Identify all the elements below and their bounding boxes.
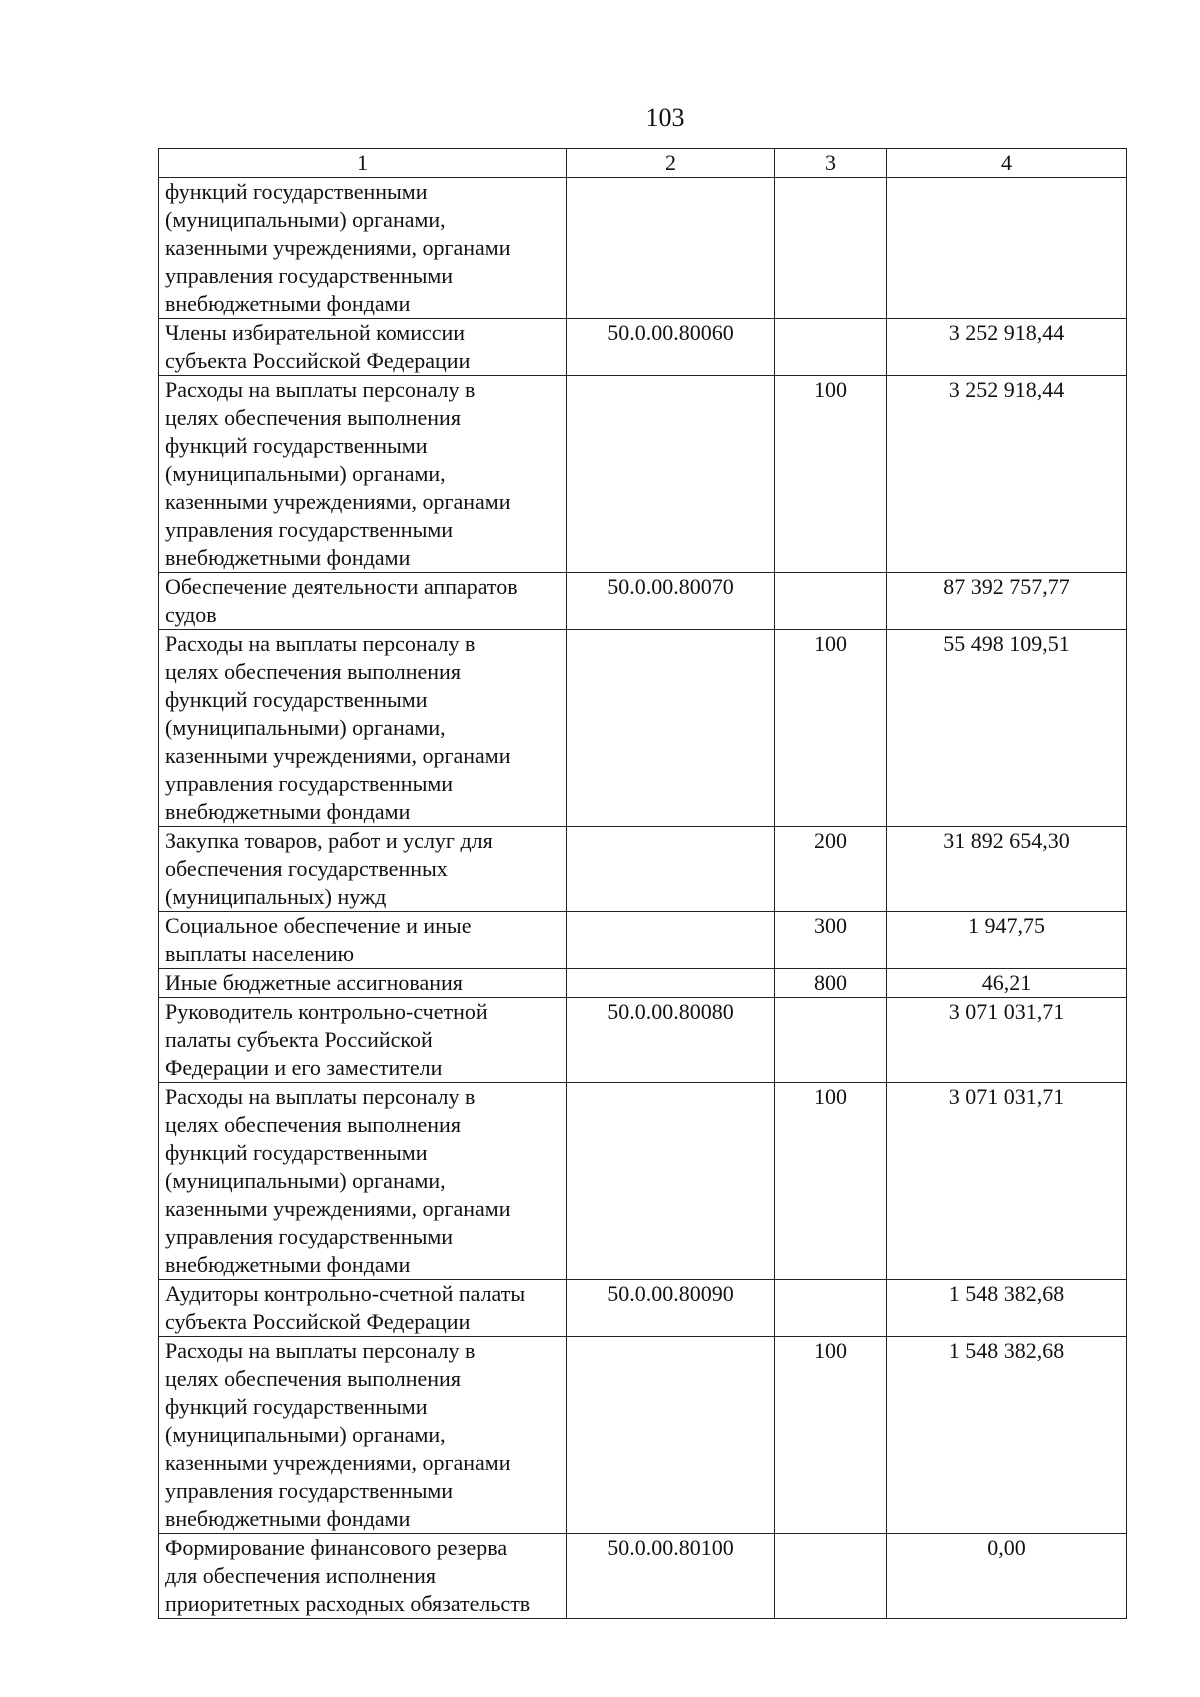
table-row bbox=[159, 912, 1127, 969]
row-expense-type: 100 bbox=[775, 630, 887, 827]
table-row bbox=[159, 1337, 1127, 1534]
row-amount: 31 892 654,30 bbox=[887, 827, 1127, 912]
row-expense-type: 100 bbox=[775, 1337, 887, 1534]
row-expense-type: 800 bbox=[775, 969, 887, 998]
row-name: Члены избирательной комиссии субъекта Российской Федерации bbox=[165, 320, 471, 373]
row-amount: 3 071 031,71 bbox=[887, 998, 1127, 1083]
table-row bbox=[159, 573, 1127, 630]
header-cell-1: 1 bbox=[159, 149, 567, 178]
row-name: Расходы на выплаты персоналу в целях обеспечения выполнения функций государственными (муниципальными) органами, казенными учреждениями, органами управления государственными внебюджетными фондами bbox=[165, 631, 511, 824]
table-body bbox=[159, 149, 1127, 1619]
row-expense-type bbox=[775, 573, 887, 630]
row-name: Руководитель контрольно-счетной палаты субъекта Российской Федерации и его заместители bbox=[165, 999, 488, 1080]
row-name: функций государственными (муниципальными) органами, казенными учреждениями, органами управления государственными внебюджетными фондами bbox=[165, 179, 511, 316]
table-row bbox=[159, 998, 1127, 1083]
header-cell-2: 2 bbox=[567, 149, 775, 178]
row-expense-type: 100 bbox=[775, 1083, 887, 1280]
row-amount: 1 548 382,68 bbox=[887, 1280, 1127, 1337]
row-expense-type bbox=[775, 998, 887, 1083]
table-row bbox=[159, 1083, 1127, 1280]
row-code bbox=[567, 912, 775, 969]
row-code: 50.0.00.80080 bbox=[567, 998, 775, 1083]
row-name: Иные бюджетные ассигнования bbox=[165, 970, 463, 995]
row-code: 50.0.00.80070 bbox=[567, 573, 775, 630]
row-amount: 1 947,75 bbox=[887, 912, 1127, 969]
row-expense-type bbox=[775, 178, 887, 319]
row-name-cell bbox=[159, 1337, 567, 1534]
row-expense-type bbox=[775, 1534, 887, 1619]
row-name-cell bbox=[159, 630, 567, 827]
table-row bbox=[159, 969, 1127, 998]
row-name: Социальное обеспечение и иные выплаты населению bbox=[165, 913, 472, 966]
row-name-cell bbox=[159, 178, 567, 319]
row-name-cell bbox=[159, 319, 567, 376]
table-header-row bbox=[159, 149, 1127, 178]
row-code bbox=[567, 969, 775, 998]
row-expense-type bbox=[775, 1280, 887, 1337]
row-name: Расходы на выплаты персоналу в целях обеспечения выполнения функций государственными (муниципальными) органами, казенными учреждениями, органами управления государственными внебюджетными фондами bbox=[165, 377, 511, 570]
row-code: 50.0.00.80090 bbox=[567, 1280, 775, 1337]
row-amount: 3 252 918,44 bbox=[887, 376, 1127, 573]
table-row bbox=[159, 827, 1127, 912]
row-expense-type: 200 bbox=[775, 827, 887, 912]
row-name: Обеспечение деятельности аппаратов судов bbox=[165, 574, 518, 627]
row-name-cell bbox=[159, 998, 567, 1083]
row-code bbox=[567, 376, 775, 573]
row-code bbox=[567, 630, 775, 827]
row-code bbox=[567, 827, 775, 912]
row-name-cell bbox=[159, 1534, 567, 1619]
row-expense-type bbox=[775, 319, 887, 376]
row-expense-type: 300 bbox=[775, 912, 887, 969]
row-name-cell bbox=[159, 573, 567, 630]
page-number: 103 bbox=[645, 103, 685, 132]
row-code bbox=[567, 1083, 775, 1280]
row-amount: 3 071 031,71 bbox=[887, 1083, 1127, 1280]
row-amount: 87 392 757,77 bbox=[887, 573, 1127, 630]
table-row bbox=[159, 1534, 1127, 1619]
row-name: Аудиторы контрольно-счетной палаты субъекта Российской Федерации bbox=[165, 1281, 526, 1334]
row-amount: 46,21 bbox=[887, 969, 1127, 998]
table-row bbox=[159, 630, 1127, 827]
row-name: Расходы на выплаты персоналу в целях обеспечения выполнения функций государственными (муниципальными) органами, казенными учреждениями, органами управления государственными внебюджетными фондами bbox=[165, 1084, 511, 1277]
table-row bbox=[159, 376, 1127, 573]
row-amount: 3 252 918,44 bbox=[887, 319, 1127, 376]
row-code: 50.0.00.80100 bbox=[567, 1534, 775, 1619]
row-code: 50.0.00.80060 bbox=[567, 319, 775, 376]
row-name-cell bbox=[159, 376, 567, 573]
header-cell-3: 3 bbox=[775, 149, 887, 178]
row-name: Расходы на выплаты персоналу в целях обеспечения выполнения функций государственными (муниципальными) органами, казенными учреждениями, органами управления государственными внебюджетными фондами bbox=[165, 1338, 511, 1531]
row-code bbox=[567, 1337, 775, 1534]
header-cell-4: 4 bbox=[887, 149, 1127, 178]
row-name-cell bbox=[159, 1083, 567, 1280]
row-amount bbox=[887, 178, 1127, 319]
row-amount: 1 548 382,68 bbox=[887, 1337, 1127, 1534]
row-expense-type: 100 bbox=[775, 376, 887, 573]
budget-table bbox=[158, 148, 1127, 1619]
table-row bbox=[159, 319, 1127, 376]
row-name-cell bbox=[159, 1280, 567, 1337]
row-name-cell bbox=[159, 827, 567, 912]
row-amount: 55 498 109,51 bbox=[887, 630, 1127, 827]
row-name: Закупка товаров, работ и услуг для обеспечения государственных (муниципальных) нужд bbox=[165, 828, 493, 909]
row-name: Формирование финансового резерва для обеспечения исполнения приоритетных расходных обязательств bbox=[165, 1535, 531, 1616]
table-row bbox=[159, 1280, 1127, 1337]
row-name-cell bbox=[159, 969, 567, 998]
table-row bbox=[159, 178, 1127, 319]
row-amount: 0,00 bbox=[887, 1534, 1127, 1619]
row-name-cell bbox=[159, 912, 567, 969]
row-code bbox=[567, 178, 775, 319]
